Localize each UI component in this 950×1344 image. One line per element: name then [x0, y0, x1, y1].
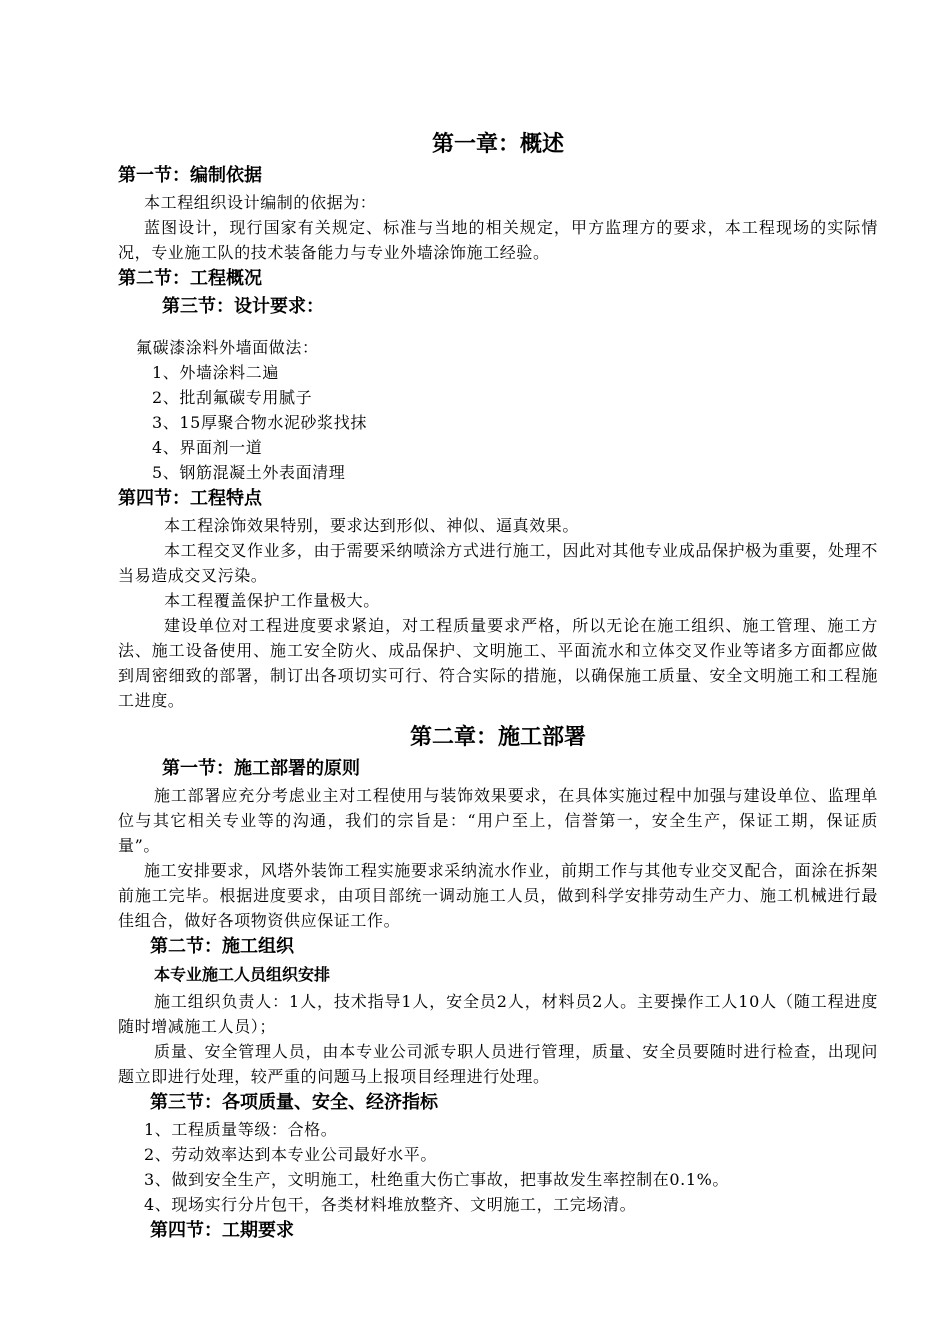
list-item: 2、批刮氟碳专用腻子 [152, 388, 313, 407]
section-2-1-title: 第一节：施工部署的原则 [162, 758, 360, 779]
section-1-4-title: 第四节：工程特点 [118, 488, 262, 509]
chapter-2-title: 第二章：施工部署 [409, 724, 586, 750]
list-item: 4、现场实行分片包干，各类材料堆放整齐、文明施工，工完场清。 [144, 1195, 637, 1214]
paragraph: 本工程交叉作业多，由于需要采纳喷涂方式进行施工，因此对其他专业成品保护极为重要，处理不当易造成交叉污染。 [118, 541, 878, 585]
paragraph: 蓝图设计，现行国家有关规定、标准与当地的相关规定，甲方监理方的要求，本工程现场的实际情况，专业施工队的技术装备能力与专业外墙涂饰施工经验。 [118, 218, 878, 262]
section-1-1-title: 第一节：编制依据 [118, 165, 262, 186]
list-item: 5、钢筋混凝土外表面清理 [152, 463, 346, 482]
chapter-1-title: 第一章：概述 [431, 131, 564, 157]
section-2-3-title: 第三节：各项质量、安全、经济指标 [150, 1092, 438, 1113]
list-item: 1、工程质量等级：合格。 [144, 1120, 338, 1139]
paragraph: 本工程覆盖保护工作量极大。 [164, 591, 380, 610]
paragraph: 本工程组织设计编制的依据为： [144, 193, 377, 212]
document-body [118, 126, 878, 1245]
paragraph: 建设单位对工程进度要求紧迫，对工程质量要求严格，所以无论在施工组织、施工管理、施工方法、施工设备使用、施工安全防火、成品保护、文明施工、平面流水和立体交叉作业等诸多方面都应做到周密细致的部署，制订出各项切实可行、符合实际的措施，以确保施工质量、安全文明施工和工程施工进度。 [118, 616, 878, 710]
paragraph: 施工组织负责人：1人，技术指导1人，安全员2人，材料员2人。主要操作工人10人（随工程进度随时增减施工人员）； [118, 992, 878, 1036]
list-intro: 氟碳漆涂料外墙面做法： [136, 338, 319, 357]
section-2-4-title: 第四节：工期要求 [150, 1220, 294, 1241]
section-1-2-title: 第二节：工程概况 [118, 268, 262, 289]
paragraph: 施工部署应充分考虑业主对工程使用与装饰效果要求，在具体实施过程中加强与建设单位、监理单位与其它相关专业等的沟通，我们的宗旨是：“用户至上，信誉第一，安全生产，保证工期，保证质量”。 [118, 786, 878, 855]
list-item: 3、15厚聚合物水泥砂浆找抹 [152, 413, 367, 432]
list-item: 1、外墙涂料二遍 [152, 363, 279, 382]
section-2-2-title: 第二节：施工组织 [150, 936, 294, 957]
paragraph: 质量、安全管理人员，由本专业公司派专职人员进行管理，质量、安全员要随时进行检查，出现问题立即进行处理，较严重的问题马上报项目经理进行处理。 [118, 1042, 878, 1086]
paragraph: 本工程涂饰效果特别，要求达到形似、神似、逼真效果。 [164, 516, 580, 535]
paragraph: 施工安排要求，风塔外装饰工程实施要求采纳流水作业，前期工作与其他专业交叉配合，面涂在拆架前施工完毕。根据进度要求，由项目部统一调动施工人员，做到科学安排劳动生产力、施工机械进行最佳组合，做好各项物资供应保证工作。 [118, 861, 878, 930]
subsection-title: 本专业施工人员组织安排 [154, 965, 331, 984]
section-1-3-title: 第三节：设计要求： [162, 296, 324, 317]
spacer [118, 321, 878, 335]
list-item: 2、劳动效率达到本专业公司最好水平。 [144, 1145, 437, 1164]
list-item: 3、做到安全生产，文明施工，杜绝重大伤亡事故，把事故发生率控制在0.1%。 [144, 1170, 730, 1189]
list-item: 4、界面剂一道 [152, 438, 263, 457]
